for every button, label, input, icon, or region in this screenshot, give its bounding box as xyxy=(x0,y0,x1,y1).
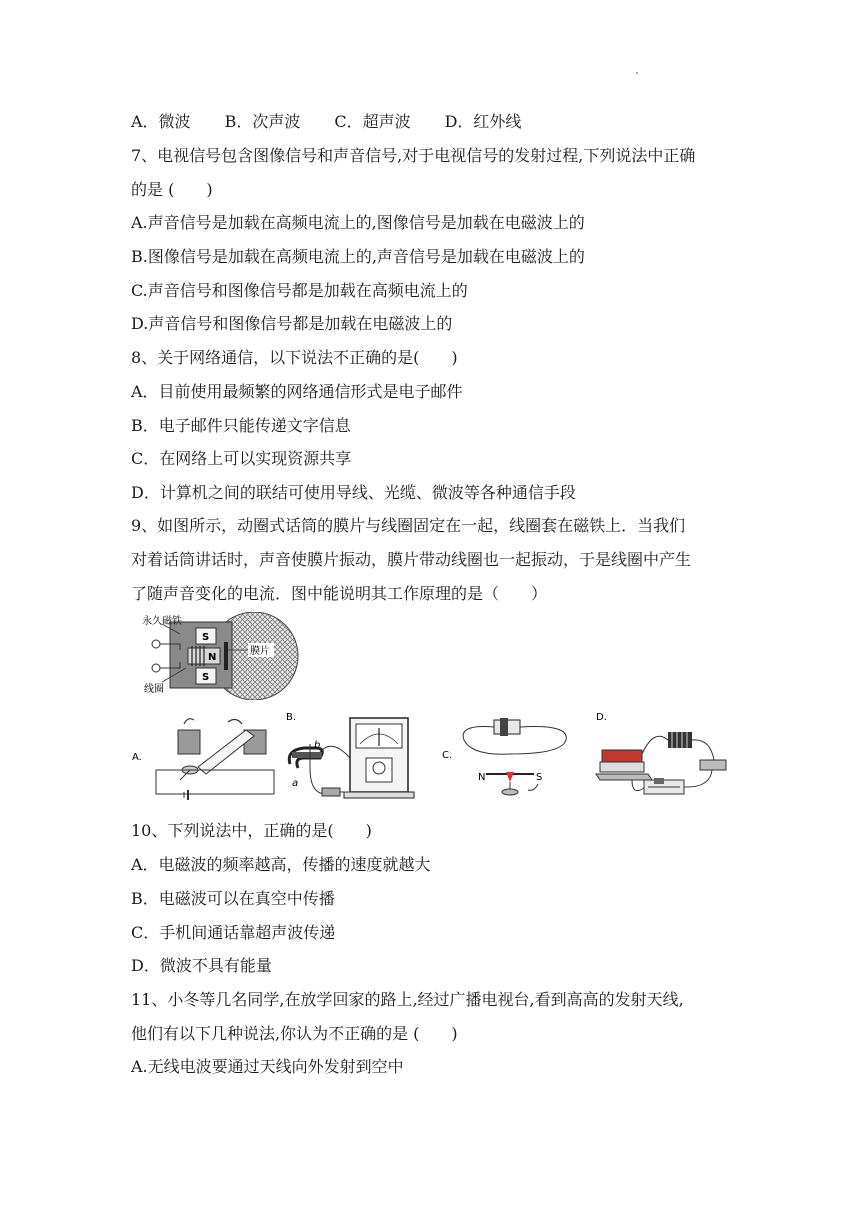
option-d-figure xyxy=(592,708,732,802)
option-a-figure xyxy=(128,712,278,802)
label-permanent-magnet: 永久磁铁 xyxy=(142,616,182,627)
q6-option-a: A．微波 xyxy=(131,112,191,131)
pole-n: N xyxy=(208,652,217,663)
option-b-figure xyxy=(282,708,422,804)
page-mark xyxy=(636,72,638,74)
q8-option-b: B．电子邮件只能传递文字信息 xyxy=(131,416,351,435)
option-c-figure xyxy=(438,710,578,800)
option-a-label: A. xyxy=(132,752,142,763)
q7-stem-2: 的是 ( ) xyxy=(131,180,213,199)
q7-option-a: A.声音信号是加载在高频电流上的,图像信号是加载在电磁波上的 xyxy=(131,213,585,232)
q10-option-b: B．电磁波可以在真空中传播 xyxy=(131,889,335,908)
wire-a-label: a xyxy=(292,778,299,789)
q7-option-d: D.声音信号和图像信号都是加载在电磁波上的 xyxy=(131,314,453,333)
q7-option-c: C.声音信号和图像信号都是加载在高频电流上的 xyxy=(131,281,468,300)
microphone-figure xyxy=(140,612,300,700)
q8-option-d: D．计算机之间的联结可使用导线、光缆、微波等各种通信手段 xyxy=(131,483,576,502)
q10-option-d: D．微波不具有能量 xyxy=(131,956,272,975)
q8-option-a: A．目前使用最频繁的网络通信形式是电子邮件 xyxy=(131,382,463,401)
q8-option-c: C．在网络上可以实现资源共享 xyxy=(131,449,352,468)
q10-option-c: C．手机间通话靠超声波传递 xyxy=(131,923,336,942)
q8-stem: 8、关于网络通信，以下说法不正确的是( ) xyxy=(131,348,458,367)
compass-n-label: N xyxy=(478,772,486,783)
option-c-label: C. xyxy=(442,750,453,761)
q11-option-a: A.无线电波要通过天线向外发射到空中 xyxy=(131,1057,404,1076)
q9-stem-2: 对着话筒讲话时，声音使膜片振动，膜片带动线圈也一起振动，于是线圈中产生 xyxy=(131,550,692,569)
pole-s-bottom: S xyxy=(202,672,210,683)
label-diaphragm: 膜片 xyxy=(250,646,270,657)
label-coil: 线圈 xyxy=(144,684,164,695)
q6-option-c: C．超声波 xyxy=(334,112,411,131)
q11-stem-1: 11、小冬等几名同学,在放学回家的路上,经过广播电视台,看到高高的发射天线, xyxy=(131,990,684,1009)
q7-option-b: B.图像信号是加载在高频电流上的,声音信号是加载在电磁波上的 xyxy=(131,247,585,266)
option-d-label: D. xyxy=(596,712,607,723)
wire-b-label: b xyxy=(314,740,321,751)
q6-option-d: D．红外线 xyxy=(444,112,522,131)
q10-stem: 10、下列说法中，正确的是( ) xyxy=(131,821,372,840)
q9-stem-3: 了随声音变化的电流．图中能说明其工作原理的是（ ） xyxy=(131,584,548,603)
q9-stem-1: 9、如图所示，动圈式话筒的膜片与线圈固定在一起，线圈套在磁铁上．当我们 xyxy=(131,516,686,535)
pole-s-top: S xyxy=(202,632,210,643)
compass-s-label: S xyxy=(536,772,543,783)
q6-options xyxy=(131,112,521,132)
q6-option-b: B．次声波 xyxy=(224,112,301,131)
q11-stem-2: 他们有以下几种说法,你认为不正确的是 ( ) xyxy=(131,1024,458,1043)
option-b-label: B. xyxy=(286,712,297,723)
q10-option-a: A．电磁波的频率越高，传播的速度就越大 xyxy=(131,855,431,874)
q7-stem-1: 7、电视信号包含图像信号和声音信号,对于电视信号的发射过程,下列说法中正确 xyxy=(131,146,696,165)
